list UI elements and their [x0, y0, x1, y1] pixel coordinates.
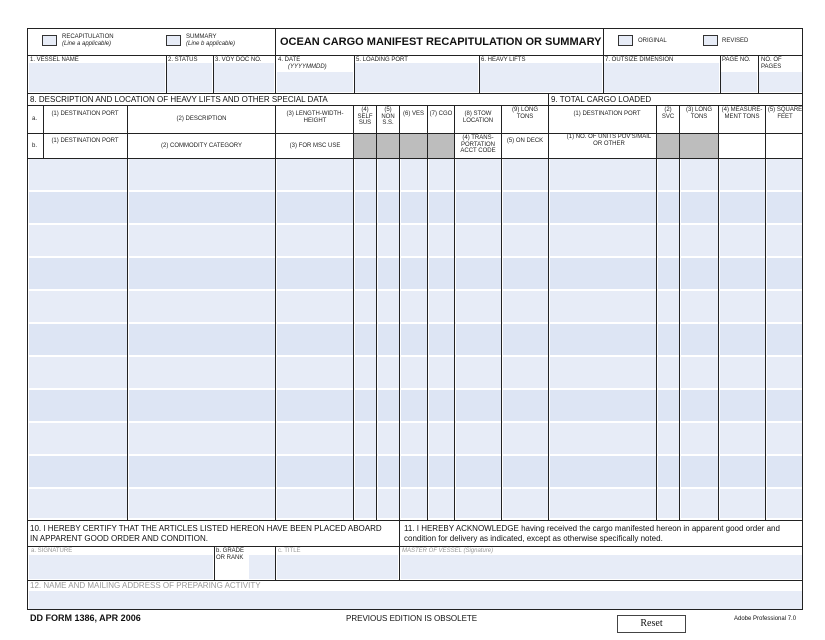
s9a-measurement-tons: (4) MEASURE-MENT TONS [721, 107, 763, 120]
table-cell[interactable] [29, 456, 127, 487]
table-cell[interactable] [503, 192, 548, 223]
recapitulation-label: RECAPITULATION [62, 34, 114, 40]
preparing-activity-label: 12. NAME AND MAILING ADDRESS OF PREPARING ACTIVITY [30, 581, 261, 590]
table-cell[interactable] [429, 390, 454, 421]
table-cell[interactable] [429, 489, 454, 518]
title-field[interactable] [277, 555, 398, 579]
s9b-no-of-units: (1) NO. OF UNITS POV'S/MAIL OR OTHER [566, 134, 652, 147]
revised-label: REVISED [722, 38, 749, 44]
table-cell[interactable] [658, 291, 679, 322]
table-cell[interactable] [681, 456, 718, 487]
table-cell[interactable] [277, 489, 353, 518]
table-cell[interactable] [456, 324, 501, 355]
table-cell[interactable] [456, 225, 501, 256]
table-cell[interactable] [401, 192, 427, 223]
table-cell[interactable] [29, 192, 127, 223]
summary-sub: (Line b applicable) [186, 41, 236, 47]
table-cell[interactable] [29, 357, 127, 388]
table-cell[interactable] [767, 357, 802, 388]
outsize-label: 7. OUTSIZE DIMENSION [605, 57, 674, 63]
table-cell[interactable] [378, 225, 399, 256]
reset-button[interactable]: Reset [617, 615, 686, 633]
table-cell[interactable] [456, 291, 501, 322]
signature-label: a. SIGNATURE [31, 548, 73, 554]
voy-doc-label: 3. VOY DOC NO. [215, 57, 262, 63]
table-cell[interactable] [401, 159, 427, 190]
table-cell[interactable] [550, 225, 656, 256]
table-cell[interactable] [658, 192, 679, 223]
recapitulation-checkbox[interactable] [42, 35, 57, 46]
table-cell[interactable] [355, 324, 376, 355]
date-field[interactable] [277, 72, 353, 92]
s8a-self-sus: (4) SELF SUS [357, 107, 373, 126]
table-cell[interactable] [503, 225, 548, 256]
table-cell[interactable] [658, 159, 679, 190]
table-cell[interactable] [277, 390, 353, 421]
table-cell[interactable] [355, 258, 376, 289]
table-cell[interactable] [550, 357, 656, 388]
table-cell[interactable] [456, 192, 501, 223]
table-cell[interactable] [277, 291, 353, 322]
table-cell[interactable] [378, 291, 399, 322]
table-cell[interactable] [429, 291, 454, 322]
table-cell[interactable] [355, 489, 376, 518]
page-no-label: PAGE NO. [722, 57, 751, 63]
table-cell[interactable] [767, 159, 802, 190]
row-b-marker: b. [32, 143, 38, 149]
table-cell[interactable] [681, 324, 718, 355]
s8a-stow-location: (8) STOW LOCATION [462, 111, 494, 124]
section-8-title: 8. DESCRIPTION AND LOCATION OF HEAVY LIFTS AND OTHER SPECIAL DATA [30, 95, 328, 104]
table-cell[interactable] [401, 324, 427, 355]
table-cell[interactable] [401, 423, 427, 454]
s9a-long-tons: (3) LONG TONS [685, 107, 712, 120]
table-cell[interactable] [658, 489, 679, 518]
no-of-pages-label: NO. OF PAGES [761, 57, 782, 70]
table-cell[interactable] [681, 357, 718, 388]
table-cell[interactable] [29, 258, 127, 289]
table-cell[interactable] [767, 291, 802, 322]
original-checkbox[interactable] [618, 35, 633, 46]
table-cell[interactable] [29, 159, 127, 190]
table-cell[interactable] [129, 324, 275, 355]
table-cell[interactable] [767, 423, 802, 454]
vessel-name-label: 1. VESSEL NAME [30, 57, 79, 63]
s8a-description: (2) DESCRIPTION [176, 116, 227, 122]
table-cell[interactable] [29, 390, 127, 421]
table-cell[interactable] [456, 258, 501, 289]
table-cell[interactable] [355, 225, 376, 256]
table-cell[interactable] [658, 225, 679, 256]
table-cell[interactable] [503, 423, 548, 454]
table-cell[interactable] [401, 225, 427, 256]
table-cell[interactable] [378, 390, 399, 421]
table-cell[interactable] [378, 423, 399, 454]
outsize-dimension-field[interactable] [604, 63, 719, 92]
table-cell[interactable] [681, 390, 718, 421]
status-field[interactable] [167, 63, 212, 92]
original-label: ORIGINAL [638, 38, 667, 44]
preparing-activity-field[interactable] [29, 591, 802, 609]
table-cell[interactable] [503, 357, 548, 388]
table-cell[interactable] [355, 423, 376, 454]
table-cell[interactable] [456, 489, 501, 518]
vessel-name-field[interactable] [29, 63, 165, 92]
table-cell[interactable] [429, 258, 454, 289]
s8a-length-width-height: (3) LENGTH-WIDTH-HEIGHT [286, 111, 344, 124]
table-cell[interactable] [550, 258, 656, 289]
table-cell[interactable] [767, 324, 802, 355]
table-cell[interactable] [720, 324, 765, 355]
table-cell[interactable] [550, 423, 656, 454]
table-cell[interactable] [503, 390, 548, 421]
table-cell[interactable] [681, 159, 718, 190]
page-no-field[interactable] [721, 72, 757, 92]
table-cell[interactable] [720, 390, 765, 421]
table-cell[interactable] [503, 456, 548, 487]
table-cell[interactable] [503, 291, 548, 322]
s8a-long-tons: (9) LONG TONS [511, 107, 538, 120]
table-cell[interactable] [681, 291, 718, 322]
table-cell[interactable] [429, 357, 454, 388]
table-cell[interactable] [550, 456, 656, 487]
table-cell[interactable] [355, 357, 376, 388]
table-cell[interactable] [277, 159, 353, 190]
table-cell[interactable] [456, 390, 501, 421]
table-cell[interactable] [456, 159, 501, 190]
table-cell[interactable] [429, 225, 454, 256]
loading-port-label: 5. LOADING PORT [356, 57, 408, 63]
row-a-marker: a. [32, 116, 38, 122]
voy-doc-field[interactable] [214, 63, 274, 92]
table-cell[interactable] [429, 324, 454, 355]
adobe-version: Adobe Professional 7.0 [734, 616, 797, 622]
table-cell[interactable] [429, 456, 454, 487]
table-cell[interactable] [503, 324, 548, 355]
table-cell[interactable] [720, 291, 765, 322]
loading-port-field[interactable] [355, 63, 478, 92]
table-cell[interactable] [29, 489, 127, 518]
table-cell[interactable] [550, 324, 656, 355]
date-label: 4. DATE [278, 57, 301, 63]
s8b-for-msc-use: (3) FOR MSC USE [289, 143, 341, 149]
table-cell[interactable] [378, 159, 399, 190]
form-title: OCEAN CARGO MANIFEST RECAPITULATION OR SUMMARY [280, 36, 602, 48]
table-cell[interactable] [401, 489, 427, 518]
table-cell[interactable] [355, 390, 376, 421]
date-format: (YYYYMMDD) [288, 64, 327, 70]
table-cell[interactable] [767, 192, 802, 223]
table-cell[interactable] [456, 357, 501, 388]
table-cell[interactable] [277, 324, 353, 355]
section-9-title: 9. TOTAL CARGO LOADED [551, 95, 652, 104]
s8a-non-ss: (5) NON S.S. [381, 107, 395, 126]
acknowledgement-text: 11. I HEREBY ACKNOWLEDGE having received the cargo manifested hereon in apparent good order and condition for delivery as indicated, except as otherwise specifically noted. [404, 524, 780, 543]
table-cell[interactable] [129, 357, 275, 388]
table-cell[interactable] [129, 225, 275, 256]
table-cell[interactable] [550, 291, 656, 322]
table-cell[interactable] [355, 192, 376, 223]
table-cell[interactable] [29, 291, 127, 322]
table-cell[interactable] [378, 357, 399, 388]
table-cell[interactable] [277, 423, 353, 454]
table-cell[interactable] [129, 258, 275, 289]
s8b-destination-port: (1) DESTINATION PORT [51, 138, 119, 144]
table-cell[interactable] [129, 390, 275, 421]
s9a-svc: (2) SVC [661, 107, 675, 120]
status-label: 2. STATUS [168, 57, 198, 63]
s9a-destination-port: (1) DESTINATION PORT [573, 111, 641, 117]
table-cell[interactable] [681, 192, 718, 223]
table-cell[interactable] [720, 225, 765, 256]
table-cell[interactable] [720, 357, 765, 388]
table-cell[interactable] [129, 159, 275, 190]
signature-field[interactable] [29, 555, 213, 579]
table-cell[interactable] [277, 225, 353, 256]
table-cell[interactable] [355, 159, 376, 190]
s8a-ves: (6) VES [402, 111, 424, 117]
table-cell[interactable] [720, 456, 765, 487]
grade-field[interactable] [249, 555, 275, 579]
table-cell[interactable] [129, 192, 275, 223]
table-cell[interactable] [401, 258, 427, 289]
table-cell[interactable] [720, 423, 765, 454]
heavy-lifts-field[interactable] [480, 63, 602, 92]
table-cell[interactable] [658, 258, 679, 289]
revised-checkbox[interactable] [703, 35, 718, 46]
table-cell[interactable] [29, 324, 127, 355]
s8b-transportation-code: (4) TRANS-PORTATION ACCT CODE [460, 135, 496, 154]
table-cell[interactable] [378, 489, 399, 518]
table-cell[interactable] [658, 324, 679, 355]
no-of-pages-field[interactable] [759, 72, 802, 92]
s8b-commodity-category: (2) COMMODITY CATEGORY [160, 143, 242, 149]
table-cell[interactable] [550, 489, 656, 518]
table-cell[interactable] [401, 390, 427, 421]
summary-checkbox[interactable] [166, 35, 181, 46]
table-cell[interactable] [720, 159, 765, 190]
table-cell[interactable] [681, 225, 718, 256]
table-cell[interactable] [720, 258, 765, 289]
table-cell[interactable] [429, 423, 454, 454]
table-cell[interactable] [658, 390, 679, 421]
table-cell[interactable] [378, 192, 399, 223]
obsolete-notice: PREVIOUS EDITION IS OBSOLETE [346, 614, 478, 623]
s8a-cgo: (7) CGO [429, 111, 453, 117]
table-cell[interactable] [767, 225, 802, 256]
table-cell[interactable] [720, 489, 765, 518]
table-cell[interactable] [29, 423, 127, 454]
table-cell[interactable] [503, 258, 548, 289]
table-cell[interactable] [681, 423, 718, 454]
table-cell[interactable] [129, 291, 275, 322]
heavy-lifts-label: 6. HEAVY LIFTS [481, 57, 526, 63]
table-cell[interactable] [658, 423, 679, 454]
title-label: c. TITLE [278, 548, 301, 554]
table-cell[interactable] [550, 159, 656, 190]
table-cell[interactable] [129, 489, 275, 518]
table-cell[interactable] [456, 456, 501, 487]
s8b-on-deck: (5) ON DECK [506, 138, 544, 144]
table-cell[interactable] [378, 324, 399, 355]
table-cell[interactable] [550, 390, 656, 421]
table-cell[interactable] [456, 423, 501, 454]
table-cell[interactable] [378, 456, 399, 487]
summary-label: SUMMARY [186, 34, 217, 40]
table-cell[interactable] [767, 489, 802, 518]
table-cell[interactable] [129, 456, 275, 487]
form-id: DD FORM 1386, APR 2006 [30, 613, 141, 623]
table-cell[interactable] [429, 159, 454, 190]
table-cell[interactable] [767, 390, 802, 421]
table-cell[interactable] [767, 258, 802, 289]
table-cell[interactable] [378, 258, 399, 289]
s8a-destination-port: (1) DESTINATION PORT [51, 111, 119, 117]
table-cell[interactable] [277, 357, 353, 388]
table-cell[interactable] [29, 225, 127, 256]
table-cell[interactable] [503, 159, 548, 190]
master-signature-field[interactable] [401, 555, 802, 579]
recapitulation-sub: (Line a applicable) [62, 41, 112, 47]
table-cell[interactable] [503, 489, 548, 518]
table-cell[interactable] [767, 456, 802, 487]
table-cell[interactable] [129, 423, 275, 454]
table-cell[interactable] [401, 291, 427, 322]
table-cell[interactable] [658, 456, 679, 487]
table-cell[interactable] [720, 192, 765, 223]
table-cell[interactable] [429, 192, 454, 223]
table-cell[interactable] [355, 291, 376, 322]
table-cell[interactable] [681, 489, 718, 518]
table-cell[interactable] [681, 258, 718, 289]
master-label: MASTER OF VESSEL (Signature) [402, 548, 494, 554]
table-cell[interactable] [277, 456, 353, 487]
table-cell[interactable] [277, 258, 353, 289]
table-cell[interactable] [401, 357, 427, 388]
table-cell[interactable] [355, 456, 376, 487]
table-cell[interactable] [401, 456, 427, 487]
grade-label: b. GRADE OR RANK [216, 548, 245, 561]
table-cell[interactable] [550, 192, 656, 223]
table-cell[interactable] [277, 192, 353, 223]
certification-text: 10. I HEREBY CERTIFY THAT THE ARTICLES LISTED HEREON HAVE BEEN PLACED ABOARD IN APPARENT GOOD ORDER AND CONDITION. [30, 524, 382, 543]
table-cell[interactable] [658, 357, 679, 388]
s9a-square-feet: (5) SQUARE FEET [767, 107, 803, 120]
